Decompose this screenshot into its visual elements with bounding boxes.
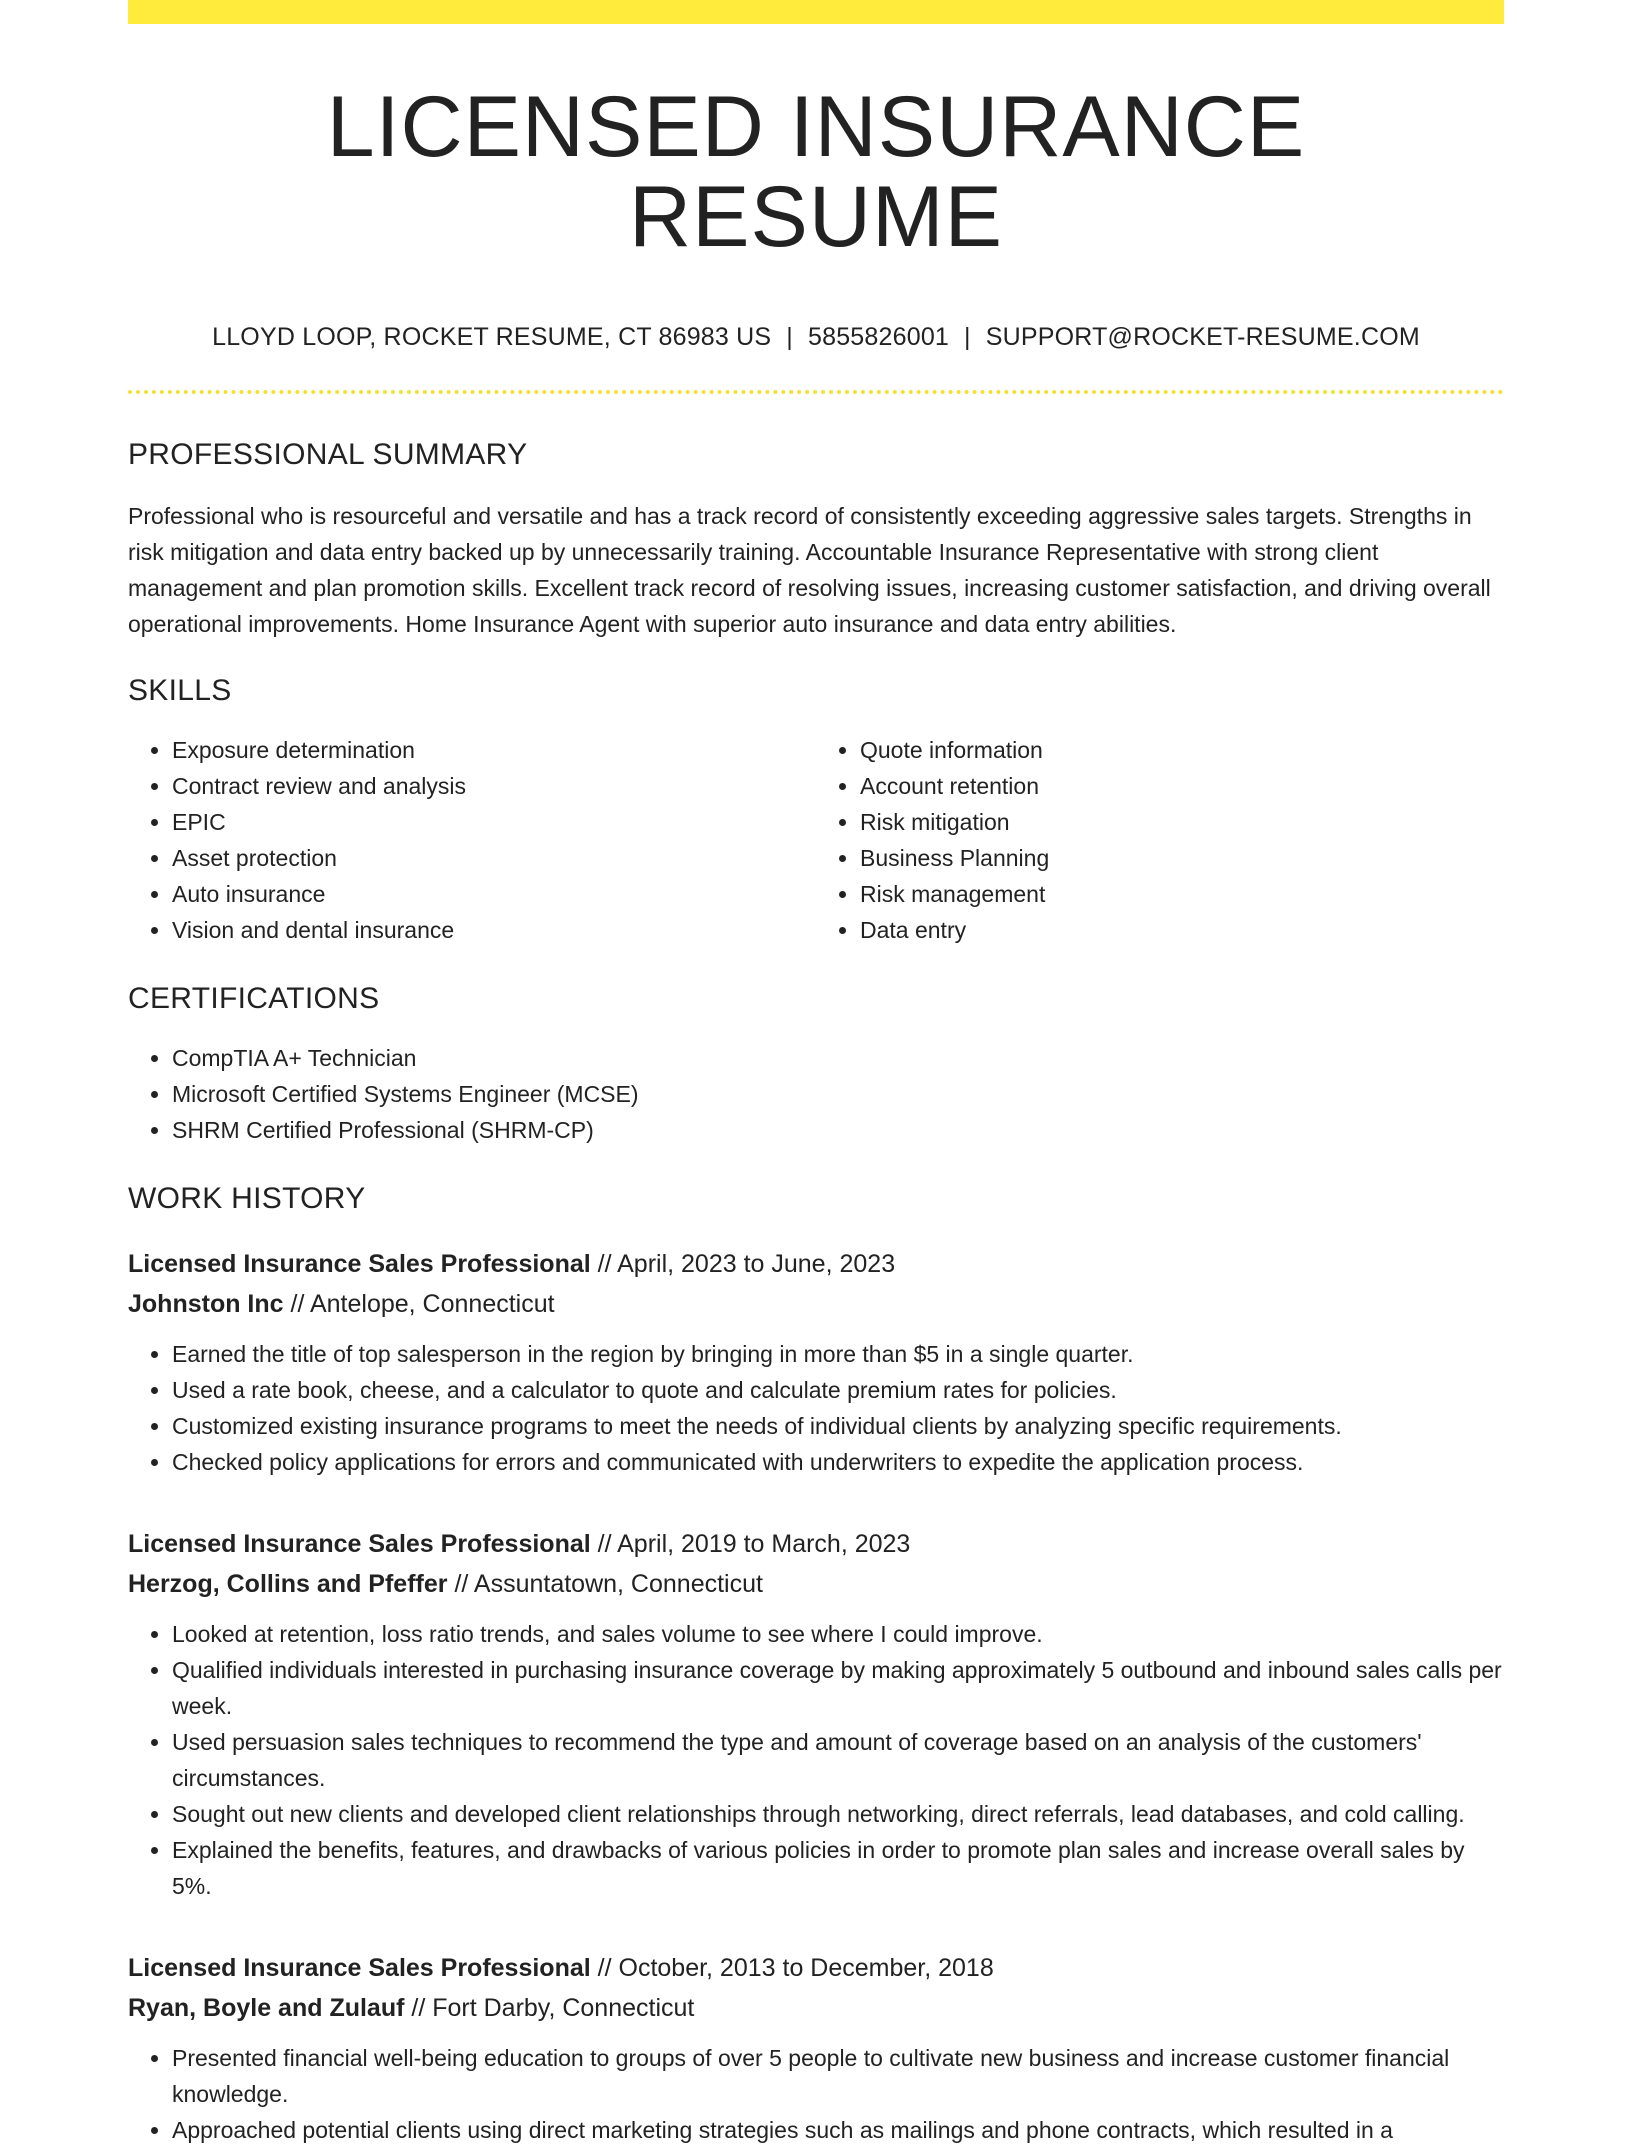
skill-item: • EPIC	[172, 804, 816, 840]
summary-heading: PROFESSIONAL SUMMARY	[128, 437, 528, 471]
job-bullet: • Earned the title of top salesperson in the region by bringing in more than $5 in a single quarter.	[172, 1336, 1504, 1372]
certifications-list	[128, 1040, 1504, 1148]
resume-title: LICENSED INSURANCE RESUME	[326, 79, 1306, 266]
job-bullets	[128, 1616, 1504, 1904]
job-title-line	[128, 1244, 1504, 1284]
job-company-line	[128, 1284, 1504, 1324]
skill-item: • Contract review and analysis	[172, 768, 816, 804]
job-bullet: • Presented financial well-being education to groups of over 5 people to cultivate new business and increase customer financial knowledge.	[172, 2040, 1504, 2112]
job-bullet: • Sought out new clients and developed client relationships through networking, direct referrals, lead databases, and cold calling.	[172, 1796, 1504, 1832]
job-entry	[128, 1524, 1504, 1904]
skill-item: • Exposure determination	[172, 732, 816, 768]
job-title: Licensed Insurance Sales Professional	[128, 1249, 591, 1278]
job-location: // Fort Darby, Connecticut	[411, 1993, 695, 2022]
job-bullet: • Explained the benefits, features, and drawbacks of various policies in order to promote plan sales and increase overall sales by 5%.	[172, 1832, 1504, 1904]
skills-column-left	[128, 732, 816, 948]
summary-text: Professional who is resourceful and versatile and has a track record of consistently exceeding aggressive sales targets. Strengths in risk mitigation and data entry backed up by unnecessarily training. Accountable Insurance Representative with strong client management and plan promotion skills. Excellent track record of resolving issues, increasing customer satisfaction, and driving overall operational improvements. Home Insurance Agent with superior auto insurance and data entry abilities.	[128, 502, 1491, 637]
job-company: Johnston Inc	[128, 1289, 284, 1318]
accent-bar	[128, 0, 1504, 24]
job-bullets	[128, 2040, 1504, 2148]
certifications-heading: CERTIFICATIONS	[128, 981, 380, 1015]
skills-column-right	[816, 732, 1504, 948]
skill-item: • Auto insurance	[172, 876, 816, 912]
skill-item: • Quote information	[860, 732, 1504, 768]
job-title: Licensed Insurance Sales Professional	[128, 1953, 591, 1982]
skill-item: • Risk mitigation	[860, 804, 1504, 840]
job-bullet: • Approached potential clients using direct marketing strategies such as mailings and phone contracts, which resulted in a	[172, 2112, 1504, 2148]
job-bullet: • Checked policy applications for errors and communicated with underwriters to expedite the application process.	[172, 1444, 1504, 1480]
skill-item: • Asset protection	[172, 840, 816, 876]
skill-item: • Business Planning	[860, 840, 1504, 876]
skill-item: • Risk management	[860, 876, 1504, 912]
job-location: // Antelope, Connecticut	[290, 1289, 555, 1318]
job-dates: // October, 2013 to December, 2018	[597, 1953, 994, 1982]
job-company: Ryan, Boyle and Zulauf	[128, 1993, 405, 2022]
certification-item: • SHRM Certified Professional (SHRM-CP)	[172, 1112, 1504, 1148]
job-company: Herzog, Collins and Pfeffer	[128, 1569, 448, 1598]
job-dates: // April, 2023 to June, 2023	[597, 1249, 896, 1278]
skills-list	[128, 732, 1504, 948]
contact-separator: |	[964, 322, 971, 351]
certification-item: • CompTIA A+ Technician	[172, 1040, 1504, 1076]
job-location: // Assuntatown, Connecticut	[454, 1569, 763, 1598]
job-title-line	[128, 1524, 1504, 1564]
job-bullet: • Qualified individuals interested in purchasing insurance coverage by making approximately 5 outbound and inbound sales calls per week.	[172, 1652, 1504, 1724]
contact-line	[128, 323, 1504, 352]
job-company-line	[128, 1564, 1504, 1604]
job-entry	[128, 1948, 1504, 2148]
job-bullet: • Used a rate book, cheese, and a calculator to quote and calculate premium rates for policies.	[172, 1372, 1504, 1408]
contact-phone: 5855826001	[808, 322, 950, 351]
work-history-heading: WORK HISTORY	[128, 1181, 366, 1215]
job-bullet: • Looked at retention, loss ratio trends, and sales volume to see where I could improve.	[172, 1616, 1504, 1652]
dotted-divider	[128, 390, 1504, 394]
resume-page	[128, 0, 1504, 2148]
job-dates: // April, 2019 to March, 2023	[597, 1529, 911, 1558]
contact-separator: |	[786, 322, 793, 351]
job-bullet: • Customized existing insurance programs to meet the needs of individual clients by analyzing specific requirements.	[172, 1408, 1504, 1444]
job-bullet: • Used persuasion sales techniques to recommend the type and amount of coverage based on an analysis of the customers' circumstances.	[172, 1724, 1504, 1796]
skills-heading: SKILLS	[128, 673, 232, 707]
job-entry	[128, 1244, 1504, 1480]
job-title: Licensed Insurance Sales Professional	[128, 1529, 591, 1558]
job-title-line	[128, 1948, 1504, 1988]
skill-item: • Vision and dental insurance	[172, 912, 816, 948]
job-company-line	[128, 1988, 1504, 2028]
job-bullets	[128, 1336, 1504, 1480]
skill-item: • Account retention	[860, 768, 1504, 804]
certification-item: • Microsoft Certified Systems Engineer (MCSE)	[172, 1076, 1504, 1112]
contact-email: SUPPORT@ROCKET-RESUME.COM	[985, 322, 1420, 351]
skill-item: • Data entry	[860, 912, 1504, 948]
contact-address: LLOYD LOOP, ROCKET RESUME, CT 86983 US	[212, 322, 772, 351]
